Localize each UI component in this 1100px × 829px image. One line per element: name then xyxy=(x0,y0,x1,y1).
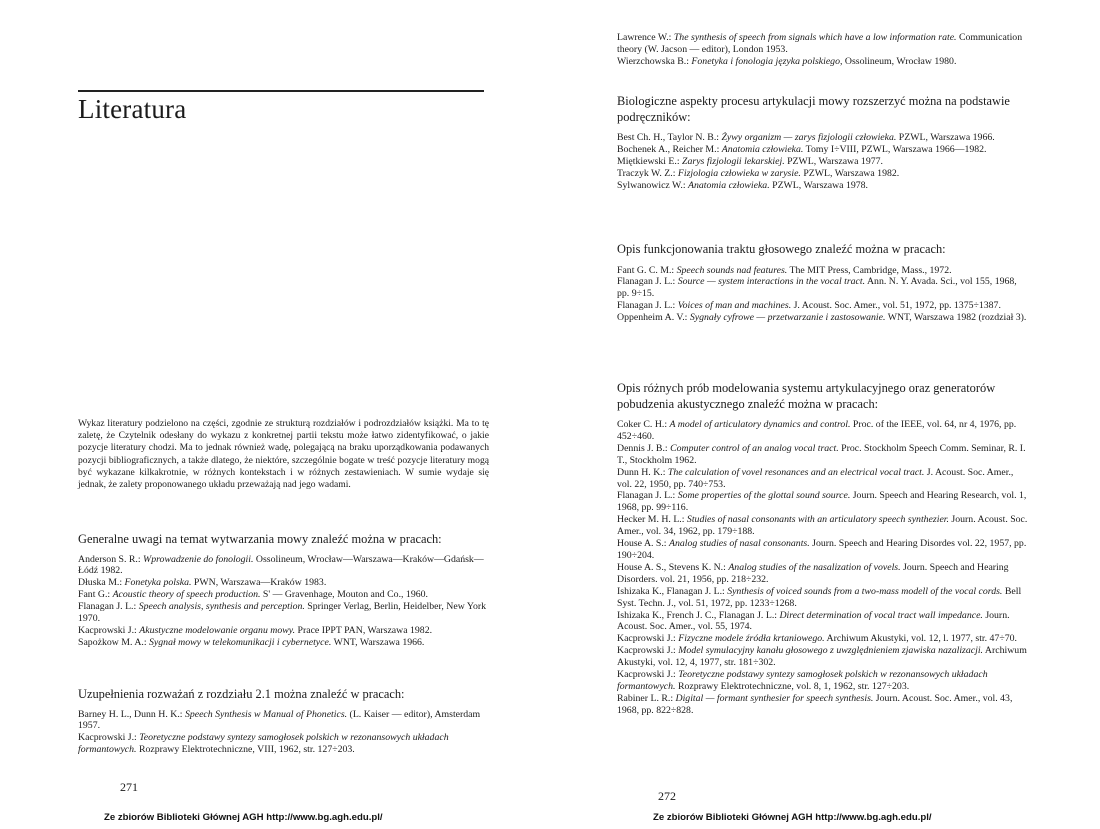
reference-entry xyxy=(617,610,1029,634)
reference-title: Teoretyczne podstawy syntezy samogłosek polskich w rezonansowych układach formantowych. xyxy=(78,732,449,756)
reference-details: Journ. Acoust. Soc. Amer., vol. 34, 1962, pp. 179÷188. xyxy=(617,514,1028,538)
reference-author: Flanagan J. L.: xyxy=(617,490,678,502)
reference-details: PZWL, Warszawa 1978. xyxy=(769,179,869,191)
reference-author: Kacprowski J.: xyxy=(78,732,140,744)
reference-entry xyxy=(78,709,489,733)
reference-author: Dennis J. B.: xyxy=(617,442,671,454)
reference-list xyxy=(617,132,1029,192)
library-footer: Ze zbiorów Biblioteki Głównej AGH http://www.bg.agh.edu.pl/ xyxy=(104,812,383,823)
right-page xyxy=(550,0,1100,829)
reference-author: Bochenek A., Reicher M.: xyxy=(617,143,722,155)
reference-entry xyxy=(617,645,1029,669)
reference-title: Computer control of an analog vocal tract. xyxy=(670,442,839,454)
reference-list xyxy=(78,709,489,757)
reference-details: Archiwum Akustyki, vol. 12, l. 1977, str. 47÷70. xyxy=(824,633,1017,645)
section-biology xyxy=(617,94,1029,192)
reference-title: Fonetyka i fonologia języka polskiego, xyxy=(691,55,843,67)
reference-title: Anatomia człowieka. xyxy=(688,179,770,191)
reference-details: PZWL, Warszawa 1966. xyxy=(896,132,995,143)
reference-entry xyxy=(78,625,489,637)
reference-title: Fizjologia człowieka w zarysie. xyxy=(677,167,801,179)
reference-details: Ossolineum, Wrocław—Warszawa—Kraków—Gdańsk—Łódź 1982. xyxy=(78,553,484,577)
reference-author: Kacprowski J.: xyxy=(78,624,140,636)
reference-details: Proc. Stockholm Speech Comm. Seminar, R. I. T., Stockholm 1962. xyxy=(617,442,1026,466)
reference-entry xyxy=(617,276,1029,300)
reference-details: J. Acoust. Soc. Amer., vol. 22, 1950, pp. 740÷753. xyxy=(617,466,1014,490)
reference-details: Bell Syst. Techn. J., vol. 51, 1972, pp. 1233÷1268. xyxy=(617,585,1022,609)
library-footer: Ze zbiorów Biblioteki Głównej AGH http://www.bg.agh.edu.pl/ xyxy=(653,812,932,823)
reference-title: Model symulacyjny kanału głosowego z uwzględnieniem zjawiska nazalizacji. xyxy=(678,645,983,657)
reference-details: Ossolineum, Wrocław 1980. xyxy=(842,55,957,67)
reference-author: Flanagan J. L.: xyxy=(617,300,678,312)
section-heading: Uzupełnienia rozważań z rozdziału 2.1 można znaleźć w pracach: xyxy=(78,687,405,701)
reference-author: Sapożkow M. A.: xyxy=(78,636,150,648)
section-modelling xyxy=(617,381,1029,717)
reference-title: Wprowadzenie do fonologii. xyxy=(143,553,254,565)
reference-author: Coker C. H.: xyxy=(617,419,670,430)
page-number: 271 xyxy=(120,780,138,794)
reference-entry xyxy=(617,562,1029,586)
reference-details: Ann. N. Y. Avada. Sci., vol 155, 1968, pp. 9÷15. xyxy=(617,276,1017,300)
reference-entry xyxy=(617,180,1029,192)
reference-author: Kacprowski J.: xyxy=(617,645,679,657)
reference-author: Fant G.: xyxy=(78,589,113,601)
reference-entry xyxy=(617,693,1029,717)
reference-title: Teoretyczne podstawy syntezy samogłosek polskich w rezonansowych układach formantowych. xyxy=(617,669,988,692)
reference-author: House A. S., Stevens K. N.: xyxy=(617,561,729,573)
reference-details: PWN, Warszawa—Kraków 1983. xyxy=(191,577,327,589)
reference-author: Dunn H. K.: xyxy=(617,466,668,478)
section-supplement xyxy=(78,687,489,756)
reference-title: Żywy organizm — zarys fizjologii człowieka. xyxy=(721,132,897,143)
reference-entry xyxy=(617,669,1029,693)
reference-title: Direct determination of vocal tract wall impedance. xyxy=(779,609,983,621)
intro-paragraph: Wykaz literatury podzielono na części, zgodnie ze strukturą rozdziałów i podrozdziałów książki. Ma to tę zaletę, że Czytelnik odesłany do wykazu z konkretnej partii tekstu może łatwo zidentyfikować, o jakie pozycje literatury chodzi. Ma to jednak również wadę, polegającą na braku uporządkowania podawanych pozycji bibliograficznych, a także dlatego, że niektóre, szczególnie bogate w treść pozycje literatury mogą być wykazane kilkakrotnie, w różnych kontekstach i w różnych zestawieniach. W sumie wydaje się jednak, że zalety proponowanego układu przeważają nad jego wadami. xyxy=(78,418,489,491)
reference-entry xyxy=(617,168,1029,180)
reference-author: Miętkiewski E.: xyxy=(617,155,683,167)
reference-entry xyxy=(78,589,489,601)
reference-author: Sylwanowicz W.: xyxy=(617,179,689,191)
reference-entry xyxy=(617,156,1029,168)
reference-author: Ishizaka K., Flanagan J. L.: xyxy=(617,585,728,597)
reference-entry xyxy=(617,538,1029,562)
reference-details: WNT, Warszawa 1966. xyxy=(331,636,425,648)
reference-details: WNT, Warszawa 1982 (rozdział 3). xyxy=(885,312,1027,324)
reference-details: Archiwum Akustyki, vol. 12, 4, 1977, str. 181÷302. xyxy=(617,645,1027,669)
reference-entry xyxy=(617,443,1029,467)
reference-author: Anderson S. R.: xyxy=(78,553,144,565)
section-general xyxy=(78,532,489,649)
reference-entry xyxy=(78,601,489,625)
reference-entry xyxy=(78,732,489,756)
reference-details: (L. Kaiser — editor), Amsterdam 1957. xyxy=(78,708,481,732)
reference-entry xyxy=(617,32,1029,56)
reference-entry xyxy=(617,586,1029,610)
reference-details: Proc. of the IEEE, vol. 64, nr 4, 1976, pp. 452÷460. xyxy=(617,419,1017,442)
reference-author: Barney H. L., Dunn H. K.: xyxy=(78,708,185,720)
reference-title: Fizyczne modele źródła krtaniowego. xyxy=(678,633,825,645)
reference-details: S' — Gravenhage, Mouton and Co., 1960. xyxy=(260,589,428,601)
reference-details: The MIT Press, Cambridge, Mass., 1972. xyxy=(787,264,952,276)
reference-entry xyxy=(617,300,1029,312)
section-heading: Opis funkcjonowania traktu głosowego znaleźć można w pracach: xyxy=(617,242,946,256)
reference-title: A model of articulatory dynamics and control. xyxy=(669,419,851,430)
reference-entry xyxy=(617,144,1029,156)
reference-details: Journ. Acoust. Soc. Amer., vol. 55, 1974. xyxy=(617,609,1010,633)
reference-author: Oppenheim A. V.: xyxy=(617,312,690,324)
reference-entry xyxy=(617,132,1029,144)
reference-title: Fonetyka polska. xyxy=(124,577,192,589)
reference-details: Journ. Speech and Hearing Disordes vol. 22, 1957, pp. 190÷204. xyxy=(617,538,1027,561)
reference-details: Springer Verlag, Berlin, Heidelber, New York 1970. xyxy=(78,601,487,625)
continued-references xyxy=(617,32,1029,68)
reference-entry xyxy=(78,577,489,589)
reference-entry xyxy=(617,490,1029,514)
reference-author: Hecker M. H. L.: xyxy=(617,514,687,526)
page-number: 272 xyxy=(658,789,676,803)
reference-title: Analog studies of nasal consonants. xyxy=(668,538,810,550)
reference-title: The calculation of vovel resonances and an electrical vocal tract. xyxy=(667,466,925,478)
reference-entry xyxy=(617,312,1029,324)
reference-title: Sygnały cyfrowe — przetwarzanie i zastosowanie. xyxy=(689,312,886,324)
reference-details: Journ. Speech and Hearing Disorders. vol. 21, 1956, pp. 218÷232. xyxy=(617,561,1009,585)
reference-list xyxy=(617,32,1029,68)
reference-details: Prace IPPT PAN, Warszawa 1982. xyxy=(295,624,433,636)
reference-author: House A. S.: xyxy=(617,538,669,550)
reference-entry xyxy=(78,637,489,649)
reference-title: Some properties of the glottal sound source. xyxy=(677,490,851,502)
reference-entry xyxy=(617,265,1029,277)
section-heading: Generalne uwagi na temat wytwarzania mowy znaleźć można w pracach: xyxy=(78,532,442,546)
reference-title: Anatomia człowieka. xyxy=(721,143,804,155)
reference-title: The synthesis of speech from signals which have a low information rate. xyxy=(673,32,957,43)
reference-author: Kacprowski J.: xyxy=(617,669,679,681)
reference-author: Lawrence W.: xyxy=(617,32,674,43)
reference-title: Synthesis of voiced sounds from a two-mass modell of the vocal cords. xyxy=(727,585,1003,597)
reference-entry xyxy=(617,467,1029,491)
reference-details: PZWL, Warszawa 1982. xyxy=(800,167,900,179)
reference-details: Journ. Acoust. Soc. Amer., vol. 43, 1968, pp. 822÷828. xyxy=(617,692,1013,716)
reference-title: Speech analysis, synthesis and perception. xyxy=(138,601,305,613)
reference-details: Communication theory (W. Jacson — editor), London 1953. xyxy=(617,32,1023,55)
reference-title: Speech Synthesis w Manual of Phonetics. xyxy=(184,708,348,720)
reference-title: Zarys fizjologii lekarskiej. xyxy=(682,155,785,167)
reference-title: Sygnał mowy w telekomunikacji i cybernetyce. xyxy=(149,636,332,648)
page-title: Literatura xyxy=(78,94,187,124)
reference-details: J. Acoust. Soc. Amer., vol. 51, 1972, pp. 1375÷1387. xyxy=(791,300,1001,312)
reference-title: Acoustic theory of speech production. xyxy=(112,589,261,601)
reference-author: Flanagan J. L.: xyxy=(78,601,139,613)
reference-details: Rozprawy Elektrotechniczne, VIII, 1962, str. 127÷203. xyxy=(136,744,355,756)
reference-title: Analog studies of the nasalization of vovels. xyxy=(728,561,901,573)
reference-title: Voices of man and machines. xyxy=(677,300,792,312)
reference-author: Dłuska M.: xyxy=(78,577,125,589)
reference-title: Speech sounds nad features. xyxy=(676,264,788,276)
reference-title: Studies of nasal consonants with an articulatory speech synthezier. xyxy=(686,514,949,526)
reference-author: Kacprowski J.: xyxy=(617,633,679,645)
reference-author: Traczyk W. Z.: xyxy=(617,167,678,179)
section-heading: Biologiczne aspekty procesu artykulacji mowy rozszerzyć można na podstawie podręczników: xyxy=(617,94,1010,124)
reference-entry xyxy=(617,514,1029,538)
reference-details: PZWL, Warszawa 1977. xyxy=(784,155,883,167)
reference-details: Rozprawy Elektrotechniczne, vol. 8, 1, 1962, str. 127÷203. xyxy=(675,680,910,692)
reference-title: Akustyczne modelowanie organu mowy. xyxy=(139,624,296,636)
reference-title: Source — system interactions in the vocal tract. xyxy=(677,276,866,288)
reference-author: Fant G. C. M.: xyxy=(617,264,677,276)
reference-author: Wierzchowska B.: xyxy=(617,55,692,67)
reference-author: Best Ch. H., Taylor N. B.: xyxy=(617,132,722,143)
reference-entry xyxy=(617,419,1029,443)
reference-details: Journ. Speech and Hearing Research, vol. 1, 1968, pp. 99÷116. xyxy=(617,490,1027,514)
reference-list xyxy=(617,265,1029,325)
reference-author: Ishizaka K., French J. C., Flanagan J. L.: xyxy=(617,609,780,621)
section-heading: Opis różnych prób modelowania systemu artykulacyjnego oraz generatorów pobudzenia akustycznego znaleźć można w pracach: xyxy=(617,381,996,411)
reference-list xyxy=(78,554,489,649)
reference-entry xyxy=(617,633,1029,645)
reference-title: Digital — formant synthesier for speech synthesis. xyxy=(675,692,874,704)
reference-entry xyxy=(78,554,489,578)
title-rule xyxy=(78,90,484,92)
section-vocal-tract xyxy=(617,242,1029,324)
reference-entry xyxy=(617,56,1029,68)
reference-details: Tomy I÷VIII, PZWL, Warszawa 1966—1982. xyxy=(803,143,987,155)
reference-list xyxy=(617,419,1029,717)
reference-author: Flanagan J. L.: xyxy=(617,276,678,288)
reference-author: Rabiner L. R.: xyxy=(617,692,676,704)
